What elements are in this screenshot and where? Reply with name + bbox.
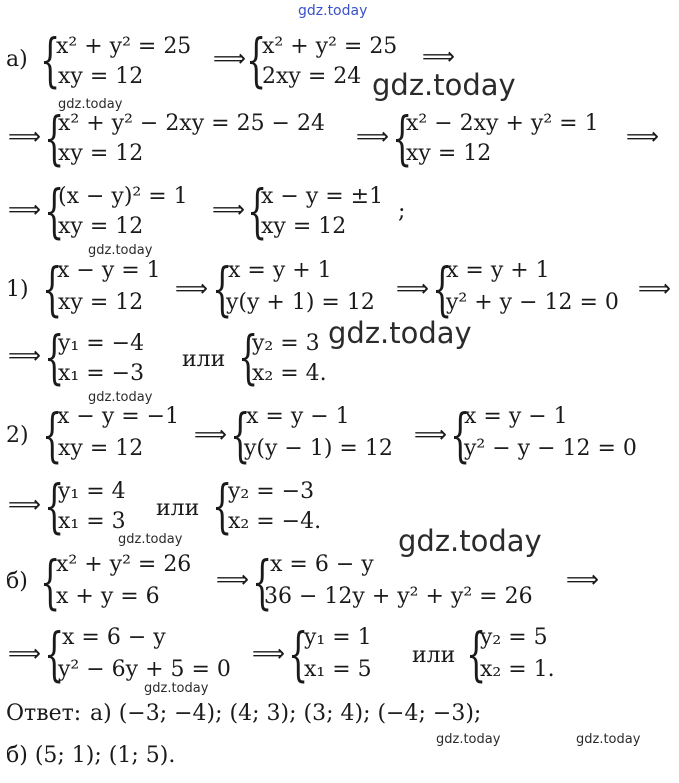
watermark: gdz.today [576, 732, 641, 747]
answer-part-a: а) (−3; −4); (4; 3); (3; 4); (−4; −3); [90, 701, 482, 726]
implies-arrow-icon: ⟹ [8, 641, 41, 667]
implies-arrow-icon: ⟹ [216, 567, 249, 593]
equation: y(y − 1) = 12 [244, 436, 393, 461]
system-brace: { [212, 472, 233, 540]
equation: x² + y² = 25 [56, 34, 192, 59]
watermark: gdz.today [372, 68, 516, 102]
system-brace: { [44, 104, 65, 172]
equation: xy = 12 [58, 290, 144, 315]
system-brace: { [44, 472, 65, 540]
equation: y₂ = 5 [480, 625, 548, 650]
system-brace: { [44, 177, 65, 245]
system-brace: { [238, 323, 259, 391]
equation: x₂ = 4. [252, 361, 327, 386]
equation: 36 − 12y + y² + y² = 26 [264, 584, 533, 609]
system-brace: { [42, 401, 63, 469]
system-brace: { [40, 548, 61, 616]
implies-arrow-icon: ⟹ [422, 44, 455, 70]
answer-part-b: б) (5; 1); (1; 5). [6, 743, 176, 768]
implies-arrow-icon: ⟹ [414, 422, 447, 448]
implies-arrow-icon: ⟹ [396, 276, 429, 302]
implies-arrow-icon: ⟹ [356, 124, 389, 150]
equation: x = y − 1 [464, 404, 568, 429]
equation: x₂ = −4. [228, 509, 322, 534]
equation: x₁ = 3 [58, 509, 126, 534]
equation: x₁ = −3 [58, 361, 145, 386]
equation: y₁ = 1 [304, 625, 372, 650]
or-word: или [412, 643, 456, 668]
implies-arrow-icon: ⟹ [626, 124, 659, 150]
equation: y₂ = −3 [228, 479, 315, 504]
answer-label: Ответ: [6, 701, 82, 726]
watermark: gdz.today [398, 524, 542, 558]
equation: x − y = −1 [57, 404, 180, 429]
equation: x² − 2xy + y² = 1 [406, 111, 599, 136]
implies-arrow-icon: ⟹ [8, 343, 41, 369]
case-label-1: 1) [6, 277, 29, 302]
implies-arrow-icon: ⟹ [175, 276, 208, 302]
implies-arrow-icon: ⟹ [8, 492, 41, 518]
equation: x − y = ±1 [261, 184, 384, 209]
equation: (x − y)² = 1 [58, 184, 188, 209]
part-label-b: б) [6, 569, 28, 594]
equation: xy = 12 [58, 141, 144, 166]
watermark-top: gdz.today [298, 3, 368, 19]
equation: x = y + 1 [446, 258, 550, 283]
or-word: или [156, 496, 200, 521]
system-brace: { [247, 177, 268, 245]
equation: y² − 6y + 5 = 0 [58, 657, 231, 682]
equation: x² + y² − 2xy = 25 − 24 [58, 111, 325, 136]
equation: xy = 12 [406, 141, 492, 166]
system-brace: { [450, 401, 471, 469]
implies-arrow-icon: ⟹ [8, 197, 41, 223]
system-brace: { [466, 620, 487, 688]
system-brace: { [212, 255, 233, 323]
equation: x − y = 1 [57, 258, 161, 283]
equation: x + y = 6 [56, 584, 160, 609]
equation: x = y − 1 [246, 404, 350, 429]
watermark: gdz.today [58, 97, 123, 112]
part-label-a: а) [6, 47, 28, 72]
system-brace: { [44, 620, 65, 688]
watermark: gdz.today [88, 390, 153, 405]
system-brace: { [432, 255, 453, 323]
equation: x = 6 − y [270, 552, 374, 577]
implies-arrow-icon: ⟹ [212, 197, 245, 223]
punctuation: ; [398, 199, 406, 224]
or-word: или [182, 347, 226, 372]
equation: y² + y − 12 = 0 [446, 290, 619, 315]
system-brace: { [392, 104, 413, 172]
implies-arrow-icon: ⟹ [252, 641, 285, 667]
equation: x = 6 − y [62, 625, 166, 650]
equation: xy = 12 [58, 64, 144, 89]
equation: y₁ = −4 [58, 331, 145, 356]
watermark: gdz.today [144, 681, 209, 696]
equation: x = y + 1 [228, 258, 332, 283]
implies-arrow-icon: ⟹ [213, 46, 246, 72]
implies-arrow-icon: ⟹ [194, 422, 227, 448]
equation: y₂ = 3 [252, 331, 320, 356]
equation: xy = 12 [58, 214, 144, 239]
equation: x² + y² = 26 [56, 552, 192, 577]
system-brace: { [246, 26, 267, 94]
equation: x₂ = 1. [480, 657, 555, 682]
case-label-2: 2) [6, 423, 29, 448]
equation: xy = 12 [261, 214, 347, 239]
system-brace: { [288, 620, 309, 688]
implies-arrow-icon: ⟹ [566, 567, 599, 593]
equation: y(y + 1) = 12 [226, 290, 375, 315]
watermark: gdz.today [328, 316, 472, 350]
system-brace: { [40, 26, 61, 94]
implies-arrow-icon: ⟹ [8, 124, 41, 150]
watermark: gdz.today [436, 732, 501, 747]
implies-arrow-icon: ⟹ [638, 276, 671, 302]
system-brace: { [44, 323, 65, 391]
watermark: gdz.today [118, 532, 183, 547]
equation: xy = 12 [58, 436, 144, 461]
equation: x₁ = 5 [304, 657, 372, 682]
system-brace: { [252, 548, 273, 616]
watermark: gdz.today [88, 243, 153, 258]
equation: y₁ = 4 [58, 479, 126, 504]
equation: y² − y − 12 = 0 [464, 436, 637, 461]
equation: x² + y² = 25 [262, 34, 398, 59]
system-brace: { [230, 401, 251, 469]
equation: 2xy = 24 [262, 64, 362, 89]
system-brace: { [42, 255, 63, 323]
